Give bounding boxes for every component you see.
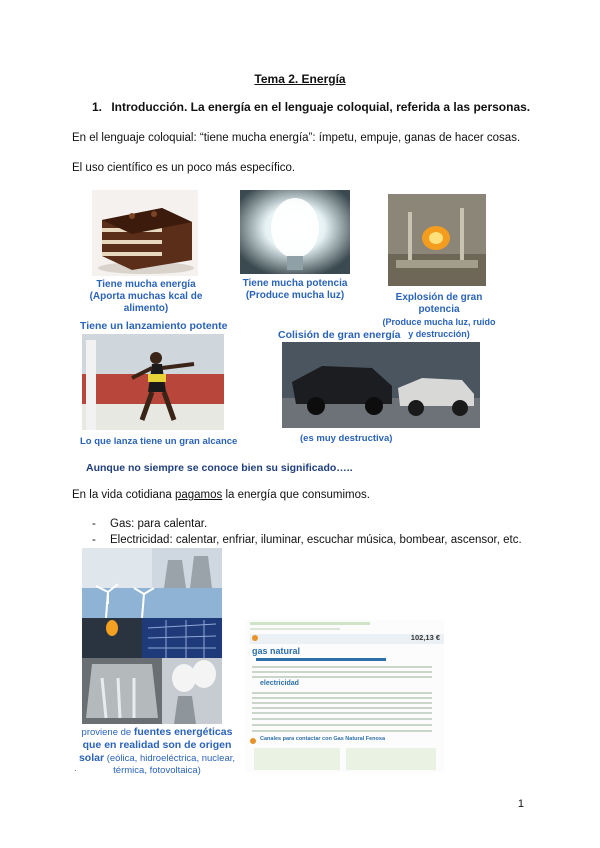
energy-use-list bbox=[92, 516, 552, 548]
energy-sources-caption bbox=[72, 726, 242, 777]
explosion-caption-line-2: (Produce mucha luz, ruido y destrucción) bbox=[382, 317, 496, 339]
bill-line bbox=[252, 707, 432, 709]
bill-line bbox=[252, 730, 432, 732]
bulb-caption bbox=[228, 278, 362, 302]
bill-line bbox=[252, 712, 432, 714]
sources-caption-suffix: (eólica, hidroeléctrica, nuclear, térmica, fotovoltaica) bbox=[104, 753, 236, 776]
bill-contact-box-left bbox=[254, 748, 340, 770]
bill-line bbox=[252, 697, 432, 699]
bill-contact-box-right bbox=[346, 748, 436, 770]
bulb-caption-line-2: (Produce mucha luz) bbox=[245, 290, 345, 301]
list-item: - Gas: para calentar. bbox=[92, 516, 552, 532]
bill-electricity-label: electricidad bbox=[260, 680, 299, 687]
cake-image bbox=[92, 190, 198, 276]
cake-caption-line-2: (Aporta muchas kcal de alimento) bbox=[89, 291, 203, 314]
bill-line bbox=[252, 666, 432, 668]
bill-bullet-icon bbox=[250, 738, 256, 744]
stray-mark: · bbox=[74, 766, 77, 775]
bill-total-row bbox=[250, 634, 444, 644]
discus-thrower-image bbox=[82, 334, 224, 430]
energy-sources-collage bbox=[82, 548, 222, 724]
bill-contact-label: Canales para contactar con Gas Natural Fenosa bbox=[260, 736, 386, 742]
light-bulb-image bbox=[240, 190, 350, 274]
daily-life-underlined-word: pagamos bbox=[174, 489, 223, 501]
thrower-header: Tiene un lanzamiento potente bbox=[80, 320, 228, 332]
section-number: 1. bbox=[92, 100, 103, 114]
cake-caption-line-1: Tiene mucha energía bbox=[96, 279, 196, 290]
crash-caption: (es muy destructiva) bbox=[300, 433, 393, 444]
bill-gas-label: gas natural bbox=[252, 646, 301, 656]
paragraph-colloquial: En el lenguaje coloquial: “tiene mucha energía”: ímpetu, empuje, ganas de hacer cosas. bbox=[72, 132, 521, 144]
daily-life-text-2: la energía que consumimos. bbox=[222, 489, 370, 501]
bill-line bbox=[256, 658, 386, 661]
list-item: - Electricidad: calentar, enfriar, iluminar, escuchar música, bombear, ascensor, etc. bbox=[92, 532, 552, 548]
crash-header: Colisión de gran energía bbox=[278, 329, 401, 341]
bill-header-line bbox=[250, 622, 370, 625]
bill-line bbox=[252, 724, 432, 726]
daily-life-text-1: En la vida cotidiana bbox=[72, 489, 175, 501]
sources-caption-bold: fuentes energéticas que en realidad son de origen solar bbox=[78, 726, 233, 764]
bill-line bbox=[252, 702, 432, 704]
paragraph-daily-life bbox=[72, 489, 370, 501]
collage-footer: Aunque no siempre se conoce bien su significado….. bbox=[86, 462, 353, 474]
explosion-caption-line-1: Explosión de gran potencia bbox=[395, 292, 483, 315]
thrower-caption: Lo que lanza tiene un gran alcance bbox=[80, 436, 238, 447]
cake-caption bbox=[84, 279, 208, 315]
explosion-image bbox=[388, 194, 486, 286]
bill-line bbox=[252, 692, 432, 694]
bill-line bbox=[252, 676, 432, 678]
sources-caption-prefix: proviene de bbox=[81, 727, 134, 738]
bill-line bbox=[252, 671, 432, 673]
section-heading bbox=[92, 100, 530, 114]
utility-bill-image bbox=[246, 620, 444, 772]
page-title: Tema 2. Energía bbox=[254, 72, 346, 86]
bill-total: 102,13 € bbox=[410, 633, 440, 642]
bulb-caption-line-1: Tiene mucha potencia bbox=[242, 278, 348, 289]
bill-header-line bbox=[250, 628, 340, 630]
bill-line bbox=[252, 718, 432, 720]
page-number: 1 bbox=[517, 798, 524, 810]
car-crash-image bbox=[282, 342, 480, 428]
paragraph-scientific: El uso científico es un poco más específico. bbox=[72, 162, 296, 174]
section-title: Introducción. La energía en el lenguaje coloquial, referida a las personas. bbox=[111, 100, 531, 114]
bill-contact-row bbox=[250, 736, 444, 746]
bill-bullet-icon bbox=[252, 635, 258, 641]
